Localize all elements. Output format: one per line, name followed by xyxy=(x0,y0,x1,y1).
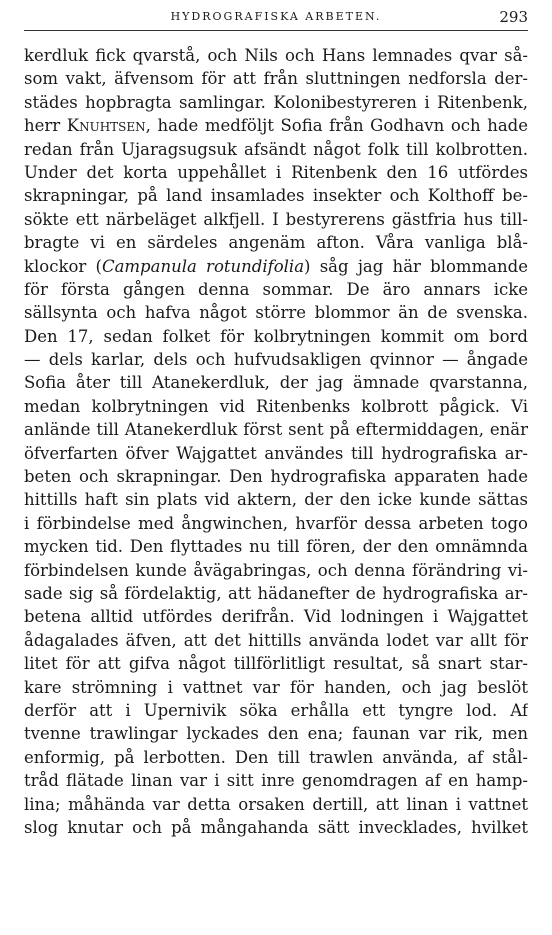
text-line: sökte ett närbeläget alkfjell. I bestyrerens gästfria hus till- xyxy=(24,209,528,229)
text-line: — dels karlar, dels och hufvudsakligen qvinnor — ångade xyxy=(24,350,528,370)
text-segment: , hade medföljt Sofia från Godhavn och hade xyxy=(145,116,528,136)
text-line: beten och skrapningar. Den hydrografiska apparaten hade xyxy=(24,467,528,487)
text-segment: ) såg jag här blommande xyxy=(304,256,528,276)
running-title: HYDROGRAFISKA ARBETEN. xyxy=(170,10,382,23)
text-segment: herr xyxy=(24,116,67,136)
person-name: Knuhtsen xyxy=(66,116,146,136)
header-rule xyxy=(24,30,528,31)
species-name: Campanula rotundifolia xyxy=(101,256,305,276)
text-line: lina; måhända var detta orsaken dertill, att linan i vattnet xyxy=(24,794,528,814)
text-line: som vakt, äfvensom för att från sluttningen nedforsla der- xyxy=(24,69,528,89)
text-line xyxy=(24,255,528,278)
text-line: hittills haft sin plats vid aktern, der den icke kunde sättas xyxy=(24,490,528,510)
text-line: litet för att gifva något tillförlitligt resultat, så snart star- xyxy=(24,654,528,674)
page-number: 293 xyxy=(499,8,528,26)
text-line: slog knutar och på mångahanda sätt invecklades, hvilket xyxy=(24,817,528,837)
text-line: anlände till Atanekerdluk först sent på eftermiddagen, enär xyxy=(24,420,528,440)
text-line: förbindelsen kunde åvägabringas, och denna förändring vi- xyxy=(24,560,528,580)
text-line: redan från Ujaragsugsuk afsändt något folk till kolbrotten. xyxy=(24,139,528,159)
text-line xyxy=(24,114,528,137)
text-line: kerdluk fick qvarstå, och Nils och Hans lemnades qvar så- xyxy=(24,46,528,65)
text-line: i förbindelse med ångwinchen, hvarför dessa arbeten togo xyxy=(24,513,528,533)
text-line: för första gången denna sommar. De äro annars icke xyxy=(24,279,528,299)
text-line: sade sig så fördelaktig, att hädanefter de hydrografiska ar- xyxy=(24,583,528,603)
text-line: öfverfarten öfver Wajgattet användes till hydrografiska ar- xyxy=(24,443,528,463)
text-line: tråd flätade linan var i sitt inre genomdragen af en hamp- xyxy=(24,771,528,791)
text-segment: klockor ( xyxy=(24,256,102,276)
text-line: ådagalades äfven, att det hittills använda lodet var allt för xyxy=(24,630,528,650)
body-text xyxy=(24,44,528,839)
text-line: bragte vi en särdeles angenäm afton. Våra vanliga blå- xyxy=(24,233,528,253)
text-line: betena alltid utfördes derifrån. Vid lodningen i Wajgattet xyxy=(24,607,528,627)
text-line: Under det korta uppehållet i Ritenbenk den 16 utfördes xyxy=(24,162,528,182)
text-line: sällsynta och hafva något större blommor än de svenska. xyxy=(24,303,528,323)
text-line: enformig, på lerbotten. Den till trawlen använda, af stål- xyxy=(24,747,528,767)
text-line: Den 17, sedan folket för kolbrytningen kommit om bord xyxy=(24,326,528,346)
text-line: städes hopbragta samlingar. Kolonibestyreren i Ritenbenk, xyxy=(24,92,528,112)
text-line: derför att i Upernivik söka erhålla ett tyngre lod. Af xyxy=(24,700,528,720)
text-line: skrapningar, på land insamlades insekter och Kolthoff be- xyxy=(24,186,528,206)
text-line: Sofia åter till Atanekerdluk, der jag ämnade qvarstanna, xyxy=(24,373,528,393)
text-line: medan kolbrytningen vid Ritenbenks kolbrott pågick. Vi xyxy=(24,396,528,416)
text-line: tvenne trawlingar lyckades den ena; faunan var rik, men xyxy=(24,724,528,744)
page-header xyxy=(24,8,528,28)
text-line: mycken tid. Den flyttades nu till fören, der den omnämnda xyxy=(24,537,528,557)
text-line: kare strömning i vattnet var för handen, och jag beslöt xyxy=(24,677,528,697)
